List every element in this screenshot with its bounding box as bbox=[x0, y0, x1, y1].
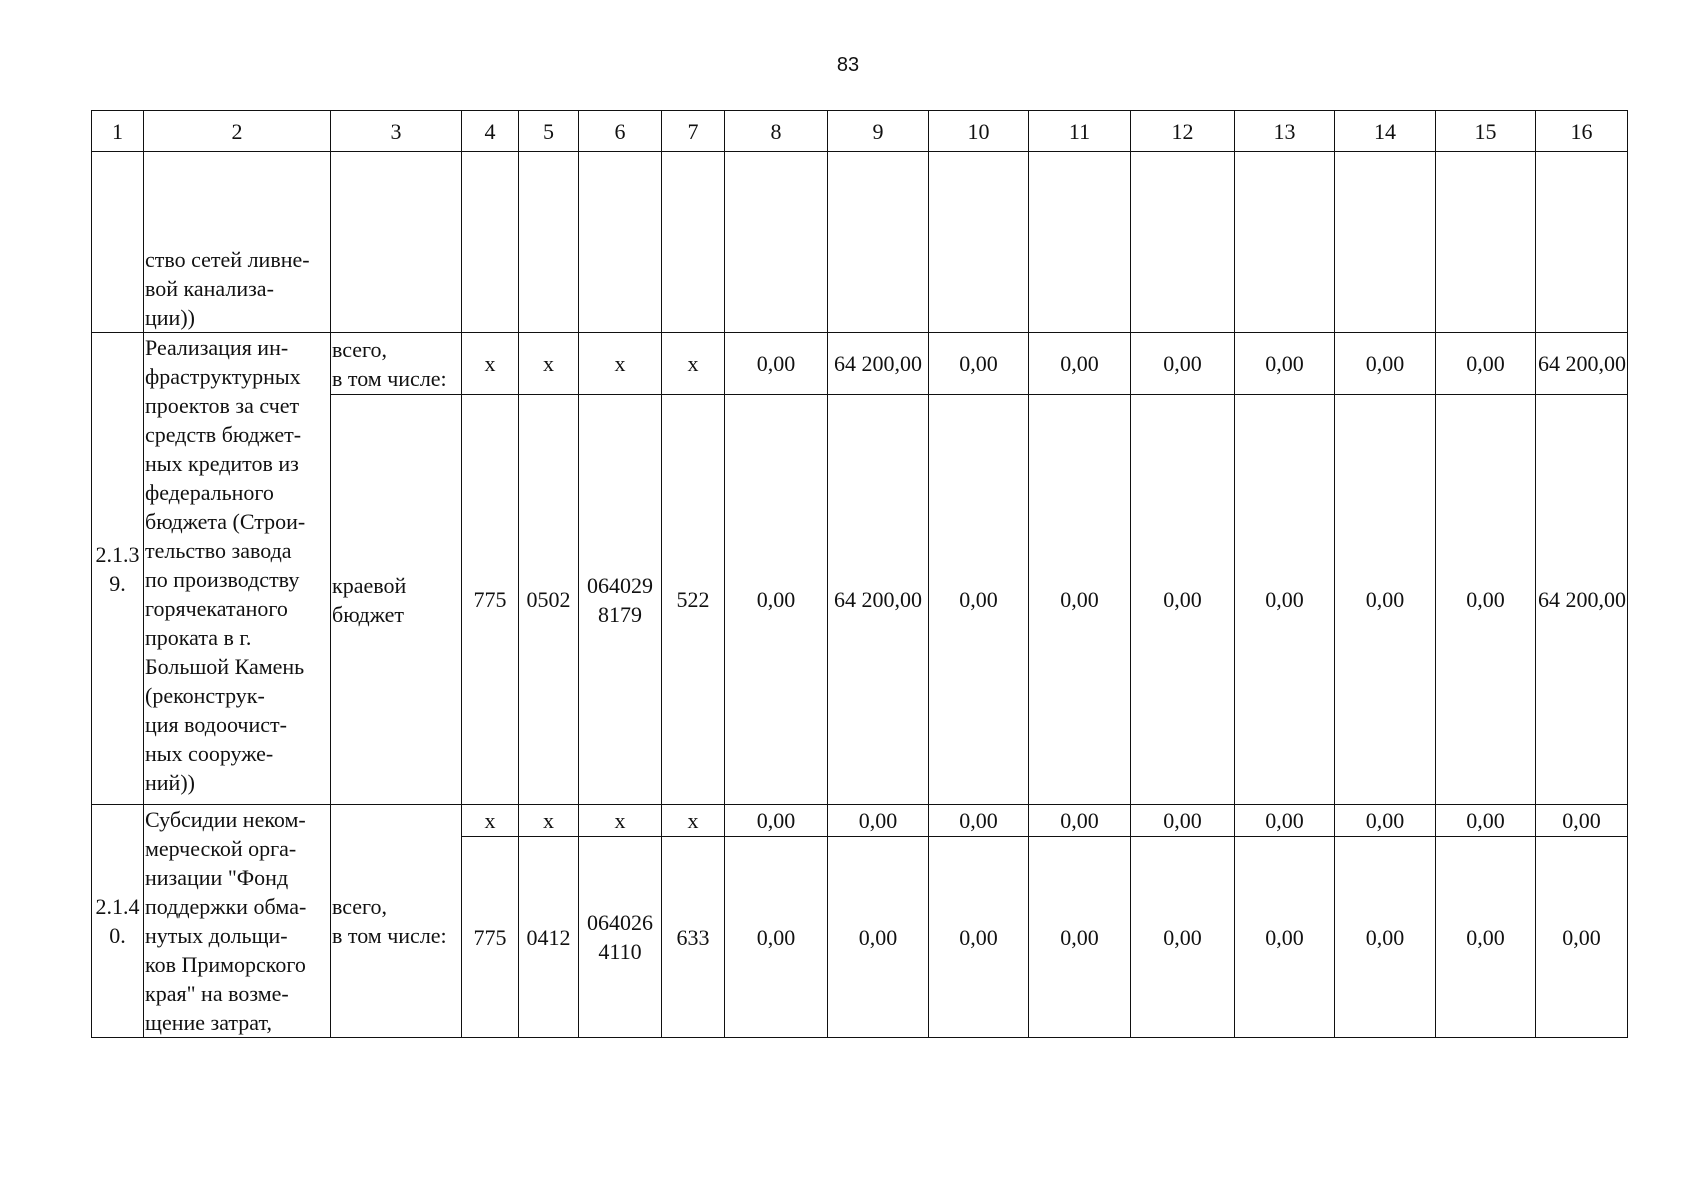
cell-empty bbox=[579, 152, 662, 333]
text-line: в том числе: bbox=[332, 365, 447, 391]
text-line: проектов за счет bbox=[145, 393, 300, 418]
column-header: 8 bbox=[725, 111, 828, 152]
funding-source-label bbox=[331, 333, 462, 395]
item-name bbox=[144, 333, 331, 805]
value-cell: 0,00 bbox=[1131, 333, 1235, 395]
text-line: 2.1.3 bbox=[95, 541, 140, 567]
text-line: 2.1.4 bbox=[95, 894, 140, 919]
section-code-cell: 0412 bbox=[519, 837, 579, 1038]
target-code-cell bbox=[579, 395, 662, 805]
column-header: 11 bbox=[1029, 111, 1131, 152]
value-cell: 0,00 bbox=[725, 837, 828, 1038]
page-number: 83 bbox=[836, 54, 860, 76]
text-line: 9. bbox=[109, 570, 126, 596]
value-cell: 0,00 bbox=[929, 837, 1029, 1038]
column-header: 16 bbox=[1536, 111, 1628, 152]
value-cell: 0,00 bbox=[1436, 395, 1536, 805]
admin-code-cell: x bbox=[462, 333, 519, 395]
cell-empty bbox=[331, 152, 462, 333]
cell-empty bbox=[929, 152, 1029, 333]
value-cell: 0,00 bbox=[1029, 395, 1131, 805]
column-header: 15 bbox=[1436, 111, 1536, 152]
text-line: ция водоочист- bbox=[145, 712, 287, 737]
cell-empty bbox=[662, 152, 725, 333]
value-cell: 0,00 bbox=[1436, 333, 1536, 395]
column-header: 14 bbox=[1335, 111, 1436, 152]
text-line: горячекатаного bbox=[145, 596, 288, 621]
value-cell: 0,00 bbox=[1029, 805, 1131, 837]
value-cell: 0,00 bbox=[1235, 805, 1335, 837]
section-code-cell: 0502 bbox=[519, 395, 579, 805]
value-cell: 0,00 bbox=[828, 805, 929, 837]
column-header: 7 bbox=[662, 111, 725, 152]
text-line: 064029 bbox=[587, 572, 653, 598]
text-line: ных кредитов из bbox=[145, 451, 299, 476]
value-cell: 0,00 bbox=[929, 805, 1029, 837]
text-line: всего, bbox=[332, 894, 388, 919]
section-code-cell: x bbox=[519, 805, 579, 837]
expense-type-cell: 522 bbox=[662, 395, 725, 805]
value-cell: 0,00 bbox=[725, 805, 828, 837]
text-line: низации "Фонд bbox=[145, 865, 289, 890]
text-line: краевой bbox=[332, 572, 407, 598]
value-cell: 0,00 bbox=[1131, 805, 1235, 837]
text-line: края" на возме- bbox=[145, 981, 289, 1006]
admin-code-cell: 775 bbox=[462, 395, 519, 805]
text-line: ции)) bbox=[145, 305, 195, 330]
text-line: средств бюджет- bbox=[145, 422, 302, 447]
cell-empty bbox=[828, 152, 929, 333]
text-line: 064026 bbox=[587, 910, 653, 936]
text-line: Субсидии неком- bbox=[145, 807, 306, 832]
text-line: поддержки обма- bbox=[145, 894, 307, 919]
column-header: 2 bbox=[144, 111, 331, 152]
text-line: Большой Камень bbox=[145, 654, 305, 679]
text-line: бюджет bbox=[332, 601, 404, 627]
text-line: мерческой орга- bbox=[145, 836, 297, 861]
column-header: 5 bbox=[519, 111, 579, 152]
value-cell: 0,00 bbox=[1029, 333, 1131, 395]
column-header: 12 bbox=[1131, 111, 1235, 152]
funding-source-label bbox=[331, 395, 462, 805]
expense-type-cell: x bbox=[662, 333, 725, 395]
cell-empty bbox=[725, 152, 828, 333]
column-number-row bbox=[92, 111, 1628, 152]
value-cell: 0,00 bbox=[1536, 805, 1628, 837]
column-header: 9 bbox=[828, 111, 929, 152]
funding-source-label bbox=[331, 805, 462, 1038]
value-cell: 0,00 bbox=[1235, 395, 1335, 805]
budget-table bbox=[91, 110, 1628, 1038]
text-line: по производству bbox=[145, 567, 300, 592]
cell-empty bbox=[1029, 152, 1131, 333]
value-cell: 0,00 bbox=[1235, 333, 1335, 395]
text-line: фраструктурных bbox=[145, 364, 301, 389]
text-line: 0. bbox=[109, 923, 126, 948]
text-line: ков Приморского bbox=[145, 952, 306, 977]
admin-code-cell: 775 bbox=[462, 837, 519, 1038]
text-line: Реализация ин- bbox=[145, 335, 289, 360]
cell-empty bbox=[1536, 152, 1628, 333]
target-code-cell bbox=[579, 837, 662, 1038]
cell-empty bbox=[519, 152, 579, 333]
cell-empty bbox=[1131, 152, 1235, 333]
text-line: федерального bbox=[145, 480, 274, 505]
value-cell: 0,00 bbox=[1335, 837, 1436, 1038]
text-line: всего, bbox=[332, 336, 388, 362]
value-cell: 0,00 bbox=[1436, 805, 1536, 837]
column-header: 4 bbox=[462, 111, 519, 152]
value-cell: 0,00 bbox=[1235, 837, 1335, 1038]
column-header: 6 bbox=[579, 111, 662, 152]
column-header: 1 bbox=[92, 111, 144, 152]
text-line: ство сетей ливне- bbox=[145, 247, 310, 272]
target-code-cell: x bbox=[579, 333, 662, 395]
admin-code-cell: x bbox=[462, 805, 519, 837]
value-cell: 0,00 bbox=[828, 837, 929, 1038]
text-line: бюджета (Строи- bbox=[145, 509, 306, 534]
cell-empty bbox=[92, 152, 144, 333]
cell-empty bbox=[1436, 152, 1536, 333]
item-number bbox=[92, 805, 144, 1038]
expense-type-cell: 633 bbox=[662, 837, 725, 1038]
value-cell: 64 200,00 bbox=[828, 395, 929, 805]
text-line: тельство завода bbox=[145, 538, 292, 563]
value-cell: 0,00 bbox=[1335, 805, 1436, 837]
text-line: в том числе: bbox=[332, 923, 447, 948]
value-cell: 0,00 bbox=[1131, 395, 1235, 805]
value-cell: 0,00 bbox=[929, 395, 1029, 805]
value-cell: 0,00 bbox=[1536, 837, 1628, 1038]
value-cell: 64 200,00 bbox=[1536, 333, 1628, 395]
text-line: 4110 bbox=[598, 939, 642, 965]
item-2139-total-row bbox=[92, 333, 1628, 395]
item-name bbox=[144, 805, 331, 1038]
text-line: щение затрат, bbox=[145, 1010, 272, 1035]
value-cell: 0,00 bbox=[1131, 837, 1235, 1038]
text-line: вой канализа- bbox=[145, 276, 274, 301]
text-line: (реконструк- bbox=[145, 683, 265, 708]
value-cell: 0,00 bbox=[1335, 395, 1436, 805]
value-cell: 0,00 bbox=[725, 395, 828, 805]
expense-type-cell: x bbox=[662, 805, 725, 837]
value-cell: 64 200,00 bbox=[1536, 395, 1628, 805]
target-code-cell: x bbox=[579, 805, 662, 837]
text-line: ных сооруже- bbox=[145, 741, 274, 766]
section-code-cell: x bbox=[519, 333, 579, 395]
cell-empty bbox=[1235, 152, 1335, 333]
value-cell: 0,00 bbox=[1335, 333, 1436, 395]
column-header: 3 bbox=[331, 111, 462, 152]
item-name-continuation bbox=[144, 152, 331, 333]
text-line: 8179 bbox=[598, 601, 642, 627]
value-cell: 0,00 bbox=[725, 333, 828, 395]
continuation-row bbox=[92, 152, 1628, 333]
item-number bbox=[92, 333, 144, 805]
column-header: 10 bbox=[929, 111, 1029, 152]
value-cell: 0,00 bbox=[1029, 837, 1131, 1038]
text-line: проката в г. bbox=[145, 625, 252, 650]
cell-empty bbox=[462, 152, 519, 333]
cell-empty bbox=[1335, 152, 1436, 333]
value-cell: 0,00 bbox=[929, 333, 1029, 395]
column-header: 13 bbox=[1235, 111, 1335, 152]
value-cell: 64 200,00 bbox=[828, 333, 929, 395]
text-line: нутых дольщи- bbox=[145, 923, 288, 948]
value-cell: 0,00 bbox=[1436, 837, 1536, 1038]
text-line: ний)) bbox=[145, 770, 195, 795]
item-2140-total-row bbox=[92, 805, 1628, 837]
